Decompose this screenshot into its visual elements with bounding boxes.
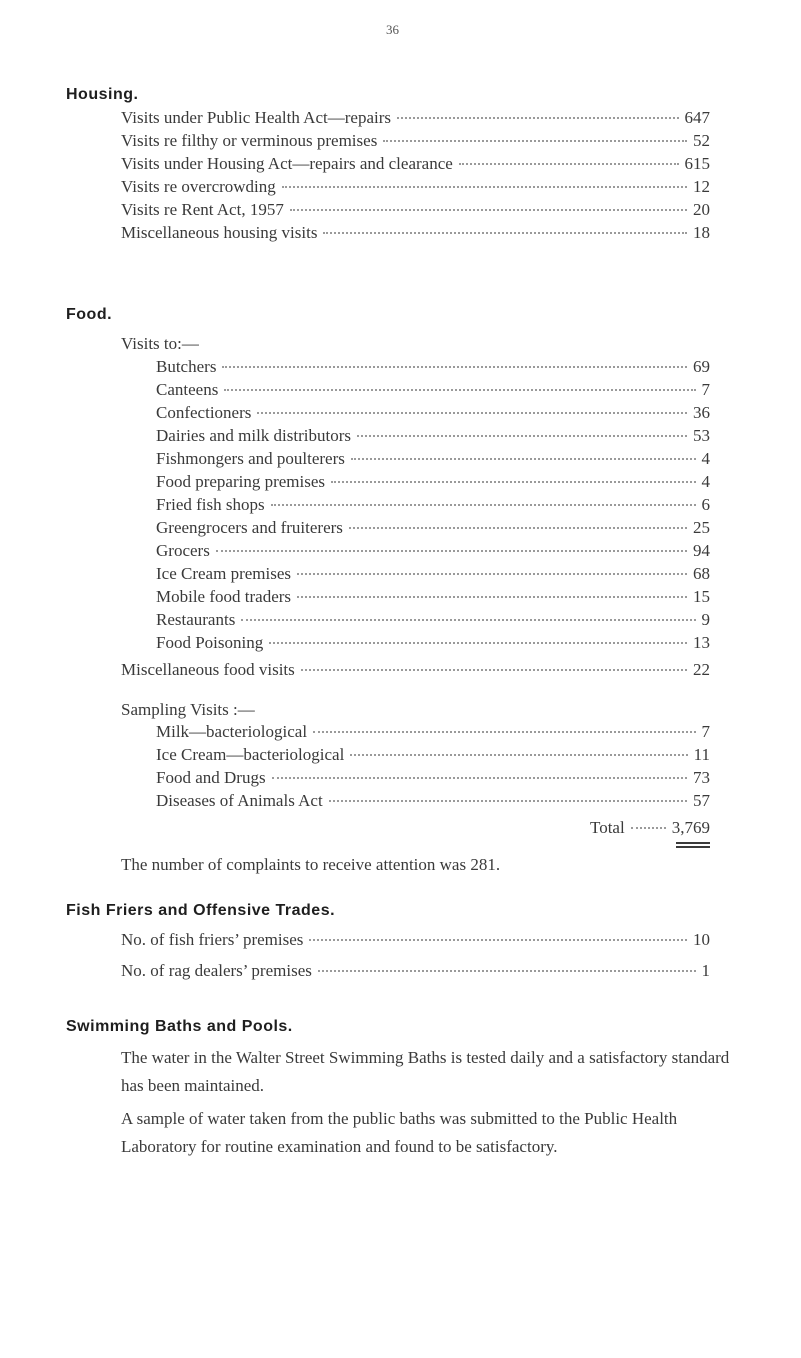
total-rule-top [676,842,710,844]
dot-leader [397,117,679,119]
swimming-paragraph-1: The water in the Walter Street Swimming Baths is tested daily and a satisfactory standard has been maintained. [121,1048,730,1095]
row-value: 647 [684,108,710,127]
row-value: 94 [693,541,710,560]
dot-leader [257,412,687,414]
dot-leader [631,827,666,829]
dot-leader [272,777,687,779]
dot-leader [350,754,687,756]
dot-leader [224,389,695,391]
row-value: 7 [701,380,710,399]
table-row [156,564,710,586]
food-heading: Food. [66,306,113,323]
row-label: Mobile food traders [156,587,292,606]
table-row [156,745,710,767]
misc-food-row [121,660,710,682]
row-label: Visits re overcrowding [121,177,276,196]
row-value: 36 [693,403,710,422]
table-row [121,961,710,983]
swimming-paragraph-2: A sample of water taken from the public baths was submitted to the Public Health Laboratory for routine examination and found to be satisfactory. [121,1109,678,1156]
row-label: Visits under Public Health Act—repairs [121,108,391,127]
row-value: 52 [693,131,710,150]
dot-leader [357,435,687,437]
row-value: 12 [693,177,710,196]
dot-leader [282,186,687,188]
page-number: 36 [386,22,399,37]
row-label: Visits re Rent Act, 1957 [121,200,284,219]
dot-leader [459,163,679,165]
row-label: Butchers [156,357,217,376]
complaints-text: The number of complaints to receive attention was 281. [121,855,501,874]
dot-leader [318,970,696,972]
row-label: Fried fish shops [156,495,265,514]
row-label: Food preparing premises [156,472,326,491]
row-value: 6 [701,495,710,514]
row-value: 11 [693,745,710,764]
table-row [121,223,710,245]
dot-leader [216,550,687,552]
row-value: 4 [701,449,710,468]
table-row [156,541,710,563]
table-row [156,722,710,744]
row-value: 13 [693,633,710,652]
swimming-heading: Swimming Baths and Pools. [66,1018,293,1035]
table-row [121,177,710,199]
row-value: 18 [693,223,710,242]
dot-leader [269,642,687,644]
row-value: 1 [701,961,710,980]
total-row [590,818,710,840]
row-value: 53 [693,426,710,445]
row-value: 15 [693,587,710,606]
table-row [156,495,710,517]
row-value: 9 [701,610,710,629]
table-row [121,131,710,153]
row-value: 20 [693,200,710,219]
total-value: 3,769 [671,818,710,837]
row-label: Visits under Housing Act—repairs and clearance [121,154,453,173]
row-label: Ice Cream premises [156,564,291,583]
row-label: Miscellaneous food visits [121,660,295,679]
row-label: Food Poisoning [156,633,264,652]
table-row [121,200,710,222]
table-row [156,610,710,632]
table-row [156,587,710,609]
dot-leader [222,366,687,368]
row-value: 7 [701,722,710,741]
table-row [156,633,710,655]
dot-leader [297,596,687,598]
dot-leader [349,527,687,529]
dot-leader [313,731,695,733]
dot-leader [297,573,687,575]
dot-leader [271,504,696,506]
row-value: 73 [693,768,710,787]
row-label: Visits re filthy or verminous premises [121,131,378,150]
row-value: 68 [693,564,710,583]
row-value: 10 [693,930,710,949]
table-row [156,380,710,402]
housing-heading: Housing. [66,86,139,103]
row-label: Ice Cream—bacteriological [156,745,345,764]
table-row [156,357,710,379]
row-value: 69 [693,357,710,376]
row-value: 22 [693,660,710,679]
table-row [156,768,710,790]
sampling-label: Sampling Visits :— [121,700,255,719]
row-label: Fishmongers and poulterers [156,449,345,468]
table-row [156,449,710,471]
dot-leader [331,481,695,483]
row-label: No. of rag dealers’ premises [121,961,312,980]
row-label: No. of fish friers’ premises [121,930,304,949]
dot-leader [351,458,696,460]
dot-leader [323,232,687,234]
dot-leader [329,800,687,802]
table-row [121,154,710,176]
row-label: Food and Drugs [156,768,266,787]
dot-leader [241,619,695,621]
row-label: Diseases of Animals Act [156,791,323,810]
row-label: Grocers [156,541,210,560]
table-row [121,930,710,952]
dot-leader [290,209,687,211]
table-row [156,518,710,540]
row-value: 57 [693,791,710,810]
total-rule-bottom [676,846,710,848]
dot-leader [309,939,687,941]
table-row [156,791,710,813]
row-label: Confectioners [156,403,252,422]
fish-friers-heading: Fish Friers and Offensive Trades. [66,902,336,919]
table-row [156,426,710,448]
dot-leader [301,669,687,671]
table-row [156,472,710,494]
row-label: Greengrocers and fruiterers [156,518,343,537]
dot-leader [383,140,687,142]
row-value: 25 [693,518,710,537]
row-label: Miscellaneous housing visits [121,223,318,242]
row-label: Restaurants [156,610,236,629]
visits-to-label: Visits to:— [121,334,199,353]
row-value: 615 [684,154,710,173]
table-row [156,403,710,425]
table-row [121,108,710,130]
row-label: Canteens [156,380,219,399]
row-label: Dairies and milk distributors [156,426,352,445]
row-label: Milk—bacteriological [156,722,308,741]
total-label: Total [590,818,625,837]
row-value: 4 [701,472,710,491]
